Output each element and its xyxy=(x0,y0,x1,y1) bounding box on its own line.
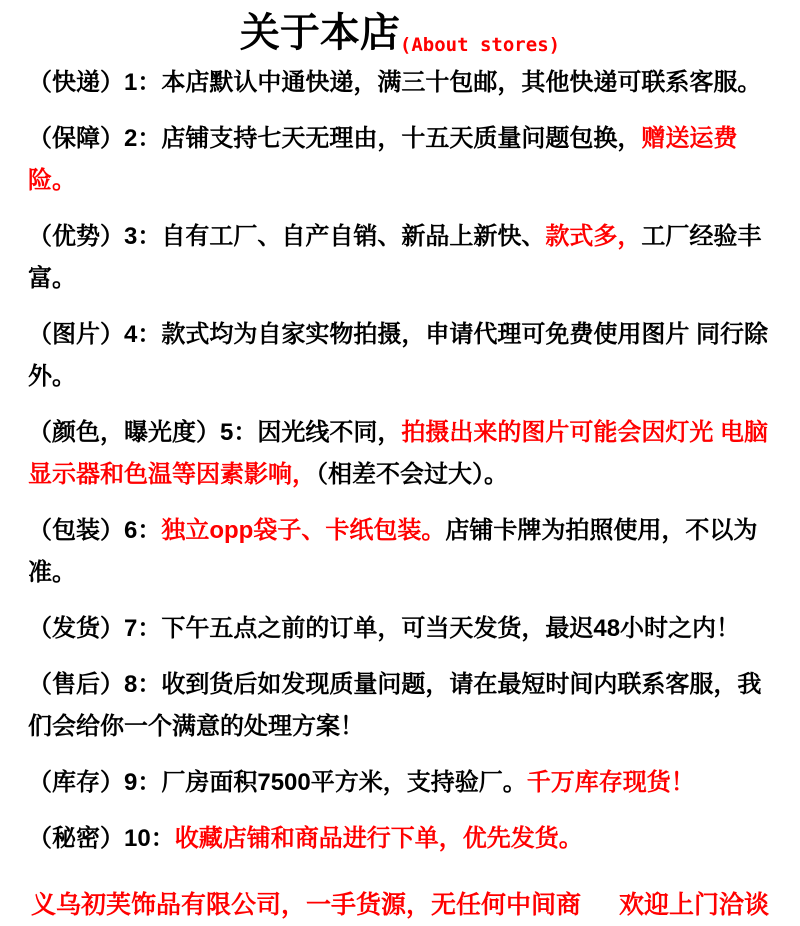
text-segment: （相差不会过大）。 xyxy=(316,461,508,488)
page-title-cn: 关于本店 xyxy=(239,11,400,55)
text-segment: 千万库存现货！ xyxy=(526,769,695,796)
info-item-7 xyxy=(0,608,800,650)
text-segment: （快递）1：本店默认中通快递，满三十包邮，其他快递可联系客服。 xyxy=(28,69,762,96)
info-item-2 xyxy=(0,118,800,202)
text-segment: （秘密）10： xyxy=(28,825,175,852)
text-segment: 款式多， xyxy=(545,223,642,250)
text-segment: （颜色，曝光度）5：因光线不同， xyxy=(28,419,402,446)
info-item-4 xyxy=(0,314,800,398)
text-segment: （优势）3：自有工厂、自产自销、新品上新快、 xyxy=(28,223,546,250)
text-segment: （售后）8：收到货后如发现质量问题，请在最短时间内联系客服，我们会给你一个满意的处理方案！ xyxy=(28,671,762,740)
info-item-3 xyxy=(0,216,800,300)
store-info-page xyxy=(0,4,800,919)
text-segment: 收藏店铺和商品进行下单，优先发货。 xyxy=(174,825,583,852)
text-segment: 拍摄出来的图片可能会因灯光 电脑显示器和色温等因素影响， xyxy=(28,419,769,488)
text-segment: 店铺卡牌为拍照使用，不以为准。 xyxy=(28,517,758,586)
page-title-en: (About stores) xyxy=(399,34,561,56)
footer-welcome-text: 欢迎上门洽谈 xyxy=(619,891,770,919)
text-segment: （保障）2：店铺支持七天无理由，十五天质量问题包换， xyxy=(28,125,642,152)
footer-company-text: 义乌初芙饰品有限公司，一手货源，无任何中间商 xyxy=(30,891,581,919)
info-list xyxy=(0,62,800,860)
info-item-10 xyxy=(0,818,800,860)
text-segment: （图片）4：款式均为自家实物拍摄，申请代理可免费使用图片 同行除外。 xyxy=(28,321,769,390)
text-segment: （库存）9：厂房面积7500平方米，支持验厂。 xyxy=(28,769,527,796)
info-item-1 xyxy=(0,62,800,104)
info-item-6 xyxy=(0,510,800,594)
text-segment: （包装）6： xyxy=(28,517,162,544)
info-item-5 xyxy=(0,412,800,496)
text-segment: （发货）7：下午五点之前的订单，可当天发货，最迟48小时之内！ xyxy=(28,615,741,642)
text-segment: 独立opp袋子、卡纸包装。 xyxy=(161,517,446,544)
footer-company-line xyxy=(0,884,800,926)
text-segment: 赠送运费险。 xyxy=(28,125,738,194)
info-item-9 xyxy=(0,762,800,804)
page-title xyxy=(0,4,800,56)
info-item-8 xyxy=(0,664,800,748)
text-segment: 工厂经验丰富。 xyxy=(28,223,762,292)
